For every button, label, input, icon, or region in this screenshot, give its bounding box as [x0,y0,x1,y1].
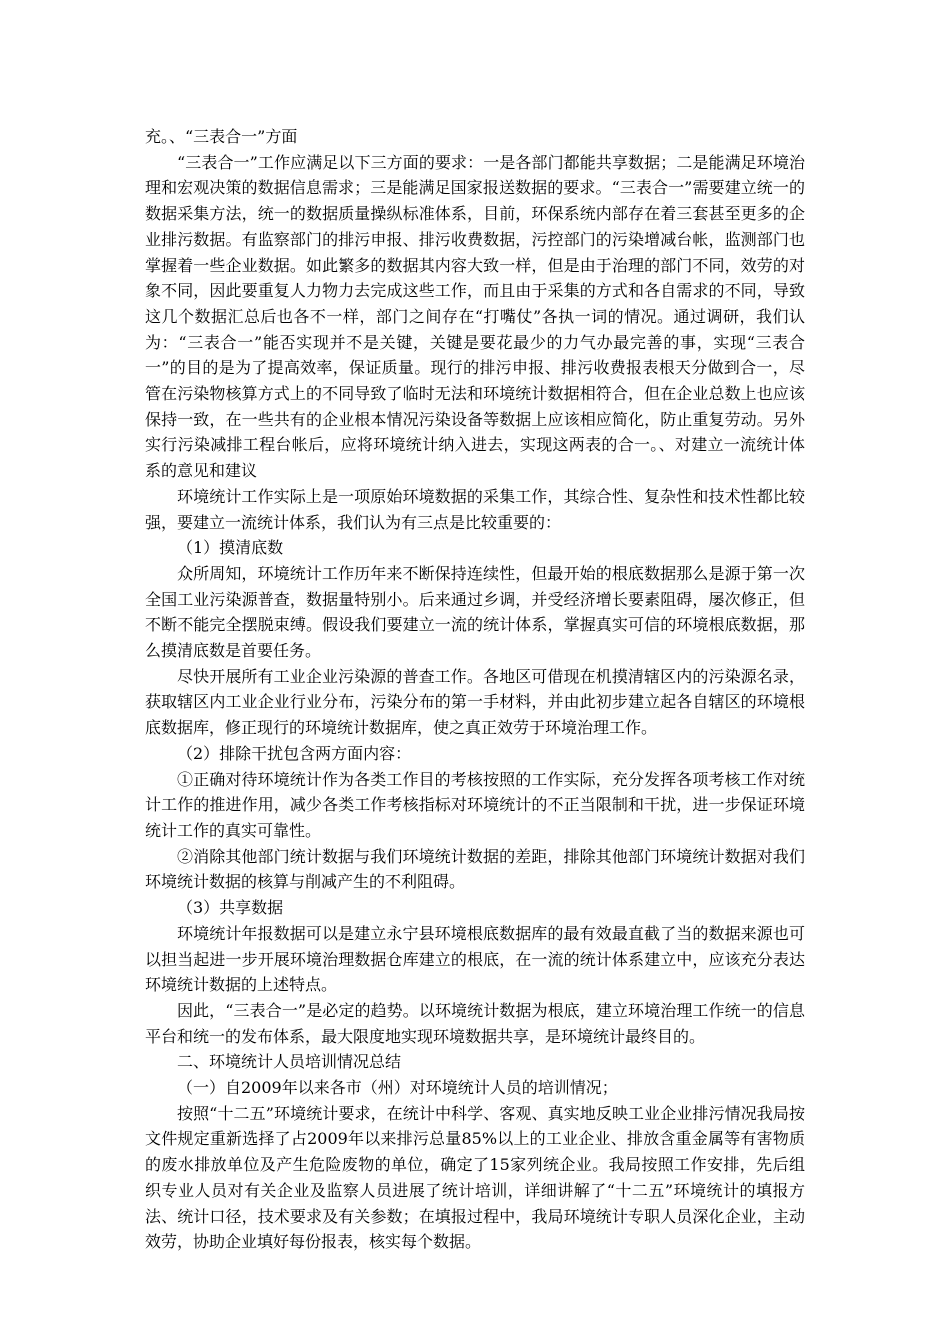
paragraph-heading-three-tables: 充。、“三表合一”方面 [145,127,298,146]
heading-training-summary: 二、环境统计人员培训情况总结 [177,1052,402,1072]
paragraph-baseline-data: 众所周知，环境统计工作历年来不断保持连续性，但最开始的根底数据那么是源于第一次全国工业污染源普查，数据量特别小。后来通过乡调，并受经济增长要素阻碍，屡次修正，但不断不能完全摆脱束缚。假设我们要建立一流的统计体系，掌握真实可信的环境根底数据，那么摸清底数是首要任务。 [145,563,805,661]
paragraph-three-tables-requirements: “三表合一”工作应满足以下三方面的要求：一是各部门都能共享数据；二是能满足环境治理和宏观决策的数据信息需求；三是能满足国家报送数据的要求。“三表合一”需要建立统一的数据采集方法，统一的数据质量操纵标准体系，目前，环保系统内部存在着三套甚至更多的企业排污数据。有监察部门的排污申报、排污收费数据，污控部门的污染增减台帐，监测部门也掌握着一些企业数据。如此繁多的数据其内容大致一样，但是由于治理的部门不同，效劳的对象不同，因此要重复人力物力去完成这些工作，而且由于采集的方式和各自需求的不同，导致这几个数据汇总后也各不一样，部门之间存在“打嘴仗”各执一词的情况。通过调研，我们认为：“三表合一”能否实现并不是关键，关键是要花最少的力气办最完善的事，实现“三表合一”的目的是为了提高效率，保证质量。现行的排污申报、排污收费报表根天分做到合一，尽管在污染物核算方式上的不同导致了临时无法和环境统计数据相符合，但在企业总数上也应该保持一致，在一些共有的企业根本情况污染设备等数据上应该相应简化，防止重复劳动。另外实行污染减排工程台帐后，应将环境统计纳入进去，实现这两表的合一。、对建立一流统计体系的意见和建议 [145,152,805,481]
paragraph-conclusion: 因此，“三表合一”是必定的趋势。以环境统计数据为根底，建立环境治理工作统一的信息平台和统一的发布体系，最大限度地实现环境数据共享，是环境统计最终目的。 [145,1000,805,1046]
paragraph-statistics-system-intro: 环境统计工作实际上是一项原始环境数据的采集工作，其综合性、复杂性和技术性都比较强，要建立一流统计体系，我们认为有三点是比较重要的： [145,486,805,532]
subheading-remove-interference: （2）排除干扰包含两方面内容： [177,743,412,763]
document-body [145,124,805,1255]
subheading-baseline-survey: （1）摸清底数 [177,538,284,558]
subheading-share-data: （3）共享数据 [177,898,284,918]
paragraph-interference-item-2: ②消除其他部门统计数据与我们环境统计数据的差距，排除其他部门环境统计数据对我们环境统计数据的核算与削减产生的不利阻碍。 [145,846,805,892]
paragraph-training-details: 按照“十二五”环境统计要求，在统计中科学、客观、真实地反映工业企业排污情况我局按文件规定重新选择了占2009年以来排污总量85%以上的工业企业、排放含重金属等有害物质的废水排放单位及产生危险废物的单位，确定了15家列统企业。我局按照工作安排，先后组织专业人员对有关企业及监察人员进展了统计培训，详细讲解了“十二五”环境统计的填报方法、统计口径，技术要求及有关参数；在填报过程中，我局环境统计专职人员深化企业，主动效劳，协助企业填好每份报表，核实每个数据。 [145,1103,805,1252]
subheading-training-since-2009: （一）自2009年以来各市（州）对环境统计人员的培训情况； [177,1078,618,1098]
paragraph-interference-item-1: ①正确对待环境统计作为各类工作目的考核按照的工作实际，充分发挥各项考核工作对统计工作的推进作用，减少各类工作考核指标对环境统计的不正当限制和干扰，进一步保证环境统计工作的真实可靠性。 [145,769,805,840]
paragraph-annual-report-data: 环境统计年报数据可以是建立永宁县环境根底数据库的最有效最直截了当的数据来源也可以担当起进一步开展环境治理数据仓库建立的根底，在一流的统计体系建立中，应该充分表达环境统计数据的上述特点。 [145,923,805,995]
paragraph-pollution-census: 尽快开展所有工业企业污染源的普查工作。各地区可借现在机摸清辖区内的污染源名录，获取辖区内工业企业行业分布，污染分布的第一手材料，并由此初步建立起各自辖区的环境根底数据库，修正现行的环境统计数据库，使之真正效劳于环境治理工作。 [145,666,805,738]
